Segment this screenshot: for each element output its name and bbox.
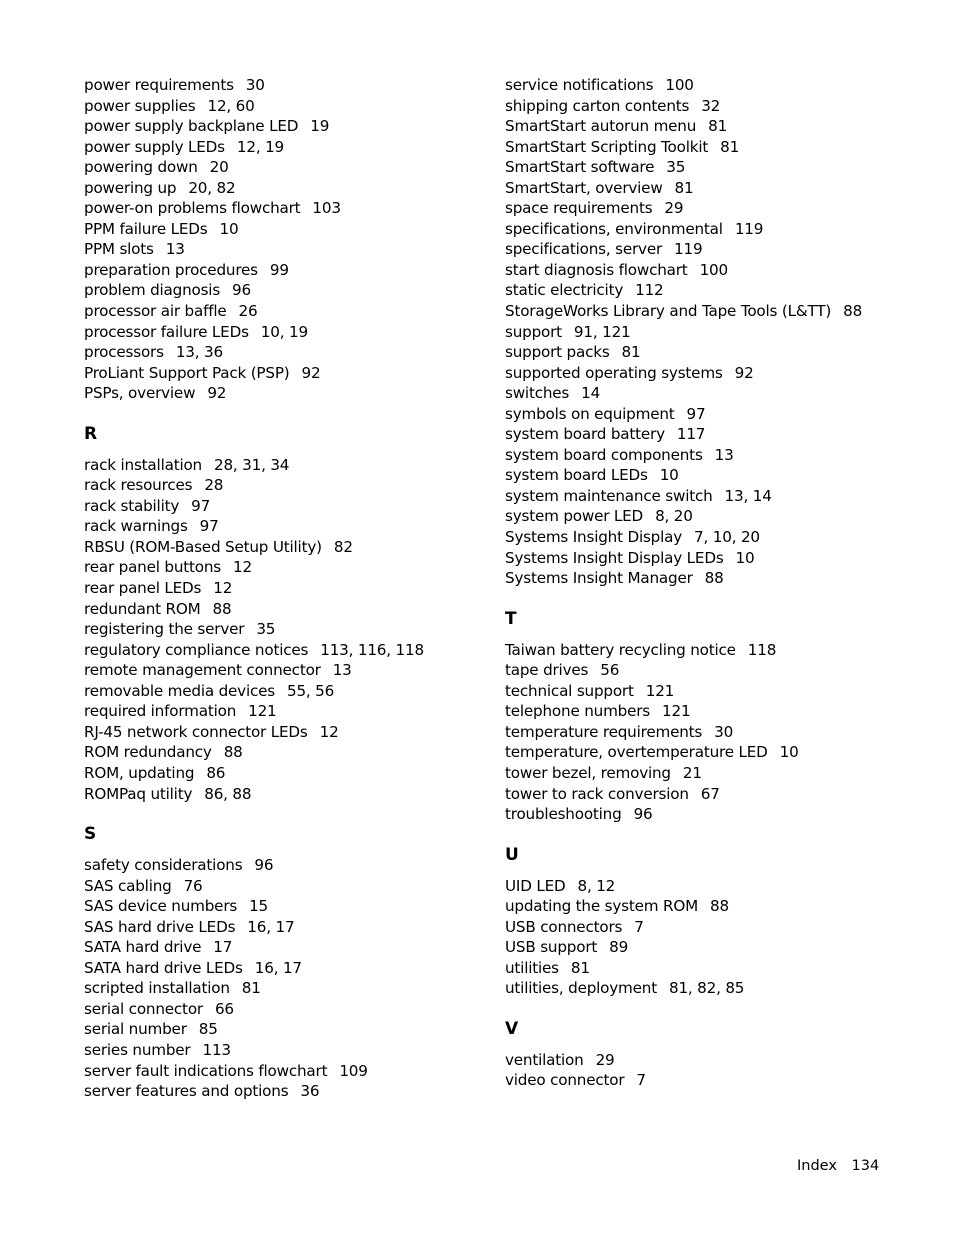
index-term: system board LEDs <box>505 466 648 485</box>
index-page-refs: 118 <box>747 640 777 659</box>
index-page-refs: 16, 17 <box>254 958 302 977</box>
index-entry <box>505 527 925 548</box>
index-term: Systems Insight Display LEDs <box>505 548 724 567</box>
index-term: SmartStart Scripting Toolkit <box>505 137 709 156</box>
index-entry <box>84 537 484 558</box>
index-page-refs: 113 <box>202 1040 231 1059</box>
index-term: system power LED <box>505 507 644 526</box>
index-entry <box>84 157 484 178</box>
index-entry <box>84 363 484 384</box>
footer-label: Index <box>797 1158 837 1174</box>
index-page-refs: 15 <box>249 897 269 916</box>
index-term: preparation procedures <box>84 260 258 279</box>
index-entry <box>84 876 484 897</box>
index-entry <box>505 548 925 569</box>
index-term: temperature requirements <box>505 722 703 741</box>
index-page-refs: 16, 17 <box>247 917 295 936</box>
index-page-refs: 19 <box>310 117 330 136</box>
index-term: PPM slots <box>84 240 154 259</box>
index-entry <box>505 640 925 661</box>
index-page-refs: 112 <box>635 281 664 300</box>
index-entry <box>84 455 484 476</box>
index-page-refs: 20 <box>209 158 229 177</box>
index-term: registering the server <box>84 620 245 639</box>
index-page-refs: 81, 82, 85 <box>668 979 745 998</box>
index-page-refs: 20, 82 <box>188 178 236 197</box>
index-term: SmartStart, overview <box>505 178 663 197</box>
index-page-refs: 30 <box>714 722 734 741</box>
index-page-refs: 97 <box>686 404 706 423</box>
index-entry <box>84 855 484 876</box>
index-term: remote management connector <box>84 661 321 680</box>
index-page-refs: 13 <box>165 240 185 259</box>
index-page-refs: 88 <box>223 743 243 762</box>
index-term: processor air baffle <box>84 302 227 321</box>
index-page-refs: 67 <box>700 784 720 803</box>
index-term: system maintenance switch <box>505 486 713 505</box>
index-page-refs: 10 <box>659 466 679 485</box>
index-entry <box>84 978 484 999</box>
index-entry <box>505 784 925 805</box>
footer-page-number: 134 <box>851 1158 880 1174</box>
index-term: temperature, overtemperature LED <box>505 743 768 762</box>
index-term: Taiwan battery recycling notice <box>505 640 736 659</box>
index-term: SmartStart software <box>505 158 655 177</box>
index-page-refs: 99 <box>269 260 289 279</box>
index-page-refs: 66 <box>214 999 234 1018</box>
index-entry <box>84 116 484 137</box>
index-page-refs: 10 <box>779 743 799 762</box>
index-entry <box>84 784 484 805</box>
index-entry <box>505 681 925 702</box>
index-page-refs: 81 <box>241 979 261 998</box>
index-entry <box>84 239 484 260</box>
index-page-refs: 8, 12 <box>577 876 616 895</box>
index-entry <box>505 137 925 158</box>
index-term: switches <box>505 384 570 403</box>
index-page-refs: 17 <box>213 938 233 957</box>
index-entry <box>505 1070 925 1091</box>
index-term: rear panel LEDs <box>84 579 202 598</box>
index-page-refs: 100 <box>665 76 694 94</box>
section-letter-heading: U <box>505 844 519 865</box>
index-entry <box>84 75 484 96</box>
index-page-refs: 92 <box>301 363 321 382</box>
index-entry <box>505 198 925 219</box>
index-term: safety considerations <box>84 856 243 875</box>
index-term: system board battery <box>505 425 665 444</box>
index-term: USB connectors <box>505 917 623 936</box>
index-entry <box>505 219 925 240</box>
index-page-refs: 7 <box>636 1071 646 1090</box>
index-term: UID LED <box>505 876 566 895</box>
index-entry <box>505 763 925 784</box>
index-term: SAS hard drive LEDs <box>84 917 236 936</box>
index-entry <box>84 496 484 517</box>
index-entry <box>505 1050 925 1071</box>
index-entry <box>84 917 484 938</box>
index-entry <box>84 475 484 496</box>
section-letter-heading: S <box>84 824 97 845</box>
index-term: ROM redundancy <box>84 743 212 762</box>
index-page-refs: 12, 60 <box>207 96 255 115</box>
index-page-refs: 97 <box>191 496 211 515</box>
index-entry <box>84 1019 484 1040</box>
index-entry <box>84 742 484 763</box>
index-page-refs: 85 <box>198 1020 218 1039</box>
index-entry <box>505 445 925 466</box>
index-entry <box>84 1081 484 1102</box>
index-column-right <box>505 75 925 1091</box>
index-column-left <box>84 75 484 1102</box>
index-term: processor failure LEDs <box>84 322 249 341</box>
index-entry <box>84 937 484 958</box>
index-entry <box>84 958 484 979</box>
index-term: telephone numbers <box>505 702 651 721</box>
index-term: removable media devices <box>84 681 275 700</box>
index-entry <box>505 804 925 825</box>
index-term: series number <box>84 1040 191 1059</box>
index-page-refs: 7, 10, 20 <box>694 528 760 547</box>
index-page-refs: 35 <box>666 158 686 177</box>
index-page-refs: 81 <box>708 117 728 136</box>
index-entry <box>505 322 925 343</box>
index-page-refs: 103 <box>312 199 341 218</box>
index-term: tower to rack conversion <box>505 784 689 803</box>
index-page-refs: 81 <box>570 958 590 977</box>
index-entry <box>505 301 925 322</box>
index-term: support packs <box>505 343 610 362</box>
index-term: specifications, environmental <box>505 219 723 238</box>
index-entry <box>505 978 925 999</box>
index-term: supported operating systems <box>505 363 723 382</box>
index-entry <box>84 1061 484 1082</box>
section-letter-heading: V <box>505 1018 519 1039</box>
index-entry <box>84 516 484 537</box>
index-term: powering up <box>84 178 177 197</box>
index-page-refs: 119 <box>734 219 764 238</box>
index-entry <box>505 116 925 137</box>
index-term: technical support <box>505 681 634 700</box>
index-term: problem diagnosis <box>84 281 221 300</box>
index-term: Systems Insight Display <box>505 528 683 547</box>
index-entry <box>84 640 484 661</box>
index-entry <box>505 917 925 938</box>
index-term: rack resources <box>84 476 193 495</box>
index-term: power requirements <box>84 76 234 94</box>
index-page-refs: 7 <box>634 917 644 936</box>
index-page-refs: 82 <box>333 537 353 556</box>
index-entry <box>505 404 925 425</box>
index-page-refs: 97 <box>199 517 219 536</box>
index-entry <box>84 701 484 722</box>
index-term: SATA hard drive LEDs <box>84 958 243 977</box>
index-entry <box>84 260 484 281</box>
index-page-refs: 28, 31, 34 <box>213 455 290 474</box>
index-page-refs: 29 <box>595 1050 615 1069</box>
index-entry <box>84 178 484 199</box>
index-page-refs: 13, 14 <box>724 486 772 505</box>
index-entry <box>84 301 484 322</box>
index-entry <box>84 198 484 219</box>
index-page-refs: 28 <box>204 476 224 495</box>
index-entry <box>84 219 484 240</box>
index-term: static electricity <box>505 281 624 300</box>
index-entry <box>505 660 925 681</box>
index-page-refs: 12 <box>213 579 233 598</box>
page-footer <box>797 1158 879 1174</box>
index-term: SATA hard drive <box>84 938 202 957</box>
index-term: SmartStart autorun menu <box>505 117 697 136</box>
index-term: rack stability <box>84 496 180 515</box>
index-entry <box>505 896 925 917</box>
index-entry <box>84 578 484 599</box>
index-page-refs: 30 <box>245 76 265 94</box>
index-entry <box>84 896 484 917</box>
index-page-refs: 13 <box>714 445 734 464</box>
index-page-refs: 88 <box>709 897 729 916</box>
index-page-refs: 88 <box>212 599 232 618</box>
index-entry <box>84 280 484 301</box>
index-term: system board components <box>505 445 703 464</box>
index-term: power supply backplane LED <box>84 117 299 136</box>
index-page-refs: 13, 36 <box>175 343 223 362</box>
index-term: support <box>505 322 562 341</box>
index-entry <box>505 383 925 404</box>
index-entry <box>84 1040 484 1061</box>
index-term: ROMPaq utility <box>84 784 193 803</box>
index-term: rack warnings <box>84 517 188 536</box>
index-page-refs: 92 <box>734 363 754 382</box>
index-page-refs: 81 <box>720 137 740 156</box>
index-entry <box>505 958 925 979</box>
index-page-refs: 121 <box>645 681 675 700</box>
section-letter-heading: R <box>84 423 98 444</box>
index-term: start diagnosis flowchart <box>505 260 688 279</box>
index-entry <box>84 660 484 681</box>
index-page-refs: 86, 88 <box>204 784 252 803</box>
index-term: utilities, deployment <box>505 979 657 998</box>
section-letter-heading: T <box>505 608 517 629</box>
index-term: server fault indications flowchart <box>84 1061 328 1080</box>
index-entry <box>505 363 925 384</box>
index-term: redundant ROM <box>84 599 201 618</box>
index-entry <box>505 280 925 301</box>
index-page-refs: 26 <box>238 302 258 321</box>
index-entry <box>84 96 484 117</box>
index-term: ProLiant Support Pack (PSP) <box>84 363 290 382</box>
index-term: tower bezel, removing <box>505 763 671 782</box>
index-entry <box>84 999 484 1020</box>
index-page-refs: 89 <box>609 938 629 957</box>
index-term: SAS cabling <box>84 876 172 895</box>
index-page-refs: 121 <box>662 702 691 721</box>
index-page-refs: 119 <box>674 240 703 259</box>
index-term: RJ-45 network connector LEDs <box>84 722 308 741</box>
index-term: space requirements <box>505 199 653 218</box>
index-entry <box>505 239 925 260</box>
index-term: rear panel buttons <box>84 558 222 577</box>
index-entry <box>84 342 484 363</box>
index-entry <box>84 619 484 640</box>
index-term: power supplies <box>84 96 196 115</box>
index-term: SAS device numbers <box>84 897 238 916</box>
index-page-refs: 96 <box>232 281 251 300</box>
index-term: StorageWorks Library and Tape Tools (L&TT) <box>505 302 832 321</box>
index-page-refs: 13 <box>332 661 352 680</box>
index-entry <box>505 722 925 743</box>
index-entry <box>84 722 484 743</box>
index-term: updating the system ROM <box>505 897 698 916</box>
index-term: PSPs, overview <box>84 384 196 403</box>
index-page-refs: 86 <box>206 763 226 782</box>
index-term: shipping carton contents <box>505 96 690 115</box>
index-entry <box>505 465 925 486</box>
index-page-refs: 96 <box>633 805 653 824</box>
index-page-refs: 100 <box>699 260 728 279</box>
index-page-refs: 81 <box>621 343 641 362</box>
index-page-refs: 12 <box>319 722 339 741</box>
index-term: video connector <box>505 1071 625 1090</box>
index-term: server features and options <box>84 1082 289 1101</box>
index-page-refs: 14 <box>581 384 601 403</box>
index-page-refs: 32 <box>701 96 721 115</box>
index-entry <box>84 599 484 620</box>
index-entry <box>84 763 484 784</box>
index-entry <box>505 260 925 281</box>
index-page-refs: 91, 121 <box>573 322 631 341</box>
index-term: scripted installation <box>84 979 230 998</box>
index-page-refs: 121 <box>248 702 277 721</box>
index-page-refs: 76 <box>183 876 203 895</box>
index-entry <box>505 157 925 178</box>
index-term: processors <box>84 343 164 362</box>
index-term: power supply LEDs <box>84 137 225 156</box>
index-page-refs: 8, 20 <box>655 507 693 526</box>
index-term: service notifications <box>505 76 654 94</box>
index-entry <box>505 75 925 96</box>
index-entry <box>84 383 484 404</box>
index-page-refs: 113, 116, 118 <box>320 640 424 659</box>
index-page-refs: 10, 19 <box>260 322 308 341</box>
index-term: serial number <box>84 1020 187 1039</box>
index-term: PPM failure LEDs <box>84 219 208 238</box>
index-page-refs: 12 <box>233 558 252 577</box>
index-page-refs: 109 <box>339 1061 368 1080</box>
index-term: ROM, updating <box>84 763 195 782</box>
index-entry <box>505 486 925 507</box>
index-entry <box>505 506 925 527</box>
index-entry <box>84 322 484 343</box>
index-entry <box>84 137 484 158</box>
index-entry <box>505 342 925 363</box>
index-term: required information <box>84 702 237 721</box>
index-entry <box>505 876 925 897</box>
index-page-refs: 10 <box>735 548 755 567</box>
index-page-refs: 88 <box>843 302 863 321</box>
index-entry <box>505 178 925 199</box>
index-term: serial connector <box>84 999 203 1018</box>
index-entry <box>505 568 925 589</box>
index-term: specifications, server <box>505 240 663 259</box>
index-term: utilities <box>505 958 559 977</box>
index-entry <box>505 937 925 958</box>
index-entry <box>84 681 484 702</box>
index-page-refs: 21 <box>682 763 702 782</box>
index-page-refs: 12, 19 <box>236 137 284 156</box>
index-page-refs: 10 <box>219 219 239 238</box>
index-term: ventilation <box>505 1050 584 1069</box>
index-term: tape drives <box>505 661 589 680</box>
index-entry <box>505 742 925 763</box>
index-page-refs: 35 <box>256 620 276 639</box>
index-page-refs: 96 <box>254 856 274 875</box>
index-term: troubleshooting <box>505 805 622 824</box>
index-entry <box>505 701 925 722</box>
index-term: symbols on equipment <box>505 404 675 423</box>
index-term: Systems Insight Manager <box>505 569 693 588</box>
index-term: powering down <box>84 158 198 177</box>
index-entry <box>505 96 925 117</box>
index-page-refs: 56 <box>600 661 620 680</box>
index-page-refs: 117 <box>676 425 706 444</box>
index-page-refs: 29 <box>664 199 684 218</box>
index-term: USB support <box>505 938 598 957</box>
index-page-refs: 36 <box>300 1082 320 1101</box>
index-page-refs: 55, 56 <box>287 681 335 700</box>
index-entry <box>84 557 484 578</box>
index-term: RBSU (ROM-Based Setup Utility) <box>84 537 322 556</box>
index-entry <box>505 424 925 445</box>
index-page-refs: 81 <box>674 178 694 197</box>
index-term: power-on problems flowchart <box>84 199 301 218</box>
index-term: regulatory compliance notices <box>84 640 309 659</box>
index-page-refs: 88 <box>704 569 724 588</box>
index-page-refs: 92 <box>207 384 227 403</box>
index-term: rack installation <box>84 455 202 474</box>
